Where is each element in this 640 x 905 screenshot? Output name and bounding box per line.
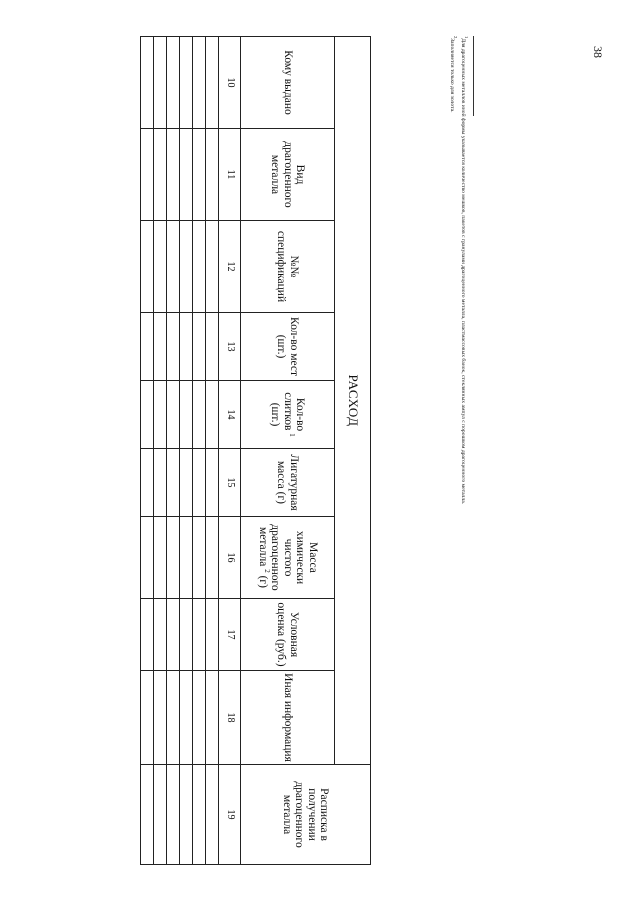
footnote-2: $^2$Заполняется только для золота. <box>449 36 459 113</box>
column-number: 16 <box>219 517 241 599</box>
table-cell <box>206 221 219 313</box>
table-cell <box>193 671 206 765</box>
table-cell <box>167 671 180 765</box>
table-cell <box>206 517 219 599</box>
table-cell <box>193 129 206 221</box>
table-cell <box>180 671 193 765</box>
column-header-places-count: Кол-во мест (шт.) <box>241 313 335 381</box>
table-cell <box>167 765 180 865</box>
footnote-mark-2: 2 <box>262 569 271 573</box>
table-cell <box>206 671 219 765</box>
expense-table <box>140 36 371 865</box>
table-row <box>206 37 219 865</box>
column-header-receipt: Расписка в получении драгоценного металла <box>241 765 371 865</box>
table-cell <box>154 671 167 765</box>
column-number: 18 <box>219 671 241 765</box>
table-cell <box>167 37 180 129</box>
column-number: 19 <box>219 765 241 865</box>
column-number-row <box>219 37 241 865</box>
table-cell <box>167 599 180 671</box>
table-cell <box>141 671 154 765</box>
table-cell <box>167 449 180 517</box>
table-cell <box>193 313 206 381</box>
table-cell <box>193 37 206 129</box>
table-cell <box>141 765 154 865</box>
column-header-ingots-count: Кол-во слитков $^1$ (шт.) <box>241 381 335 449</box>
column-number: 13 <box>219 313 241 381</box>
table-cell <box>154 599 167 671</box>
group-header-expense: РАСХОД <box>335 37 371 765</box>
table-cell <box>180 599 193 671</box>
table-cell <box>154 313 167 381</box>
table-cell <box>180 313 193 381</box>
table-cell <box>180 37 193 129</box>
table-cell <box>167 381 180 449</box>
table-cell <box>141 599 154 671</box>
column-number: 11 <box>219 129 241 221</box>
footnote-1: $^1$Для драгоценных металлов иной формы указывается количество мешков, пакетов с гранулами драгоценного металла, пластмассовых банок, стеклянных ампул с порошком драгоценного металла. <box>460 36 469 505</box>
table-cell <box>154 765 167 865</box>
table-cell <box>167 517 180 599</box>
table-cell <box>193 221 206 313</box>
table-cell <box>206 129 219 221</box>
table-cell <box>154 381 167 449</box>
table-cell <box>206 381 219 449</box>
table-cell <box>154 37 167 129</box>
table-row <box>141 37 154 865</box>
table-cell <box>193 517 206 599</box>
footnote-mark-1: 1 <box>287 433 296 437</box>
table-cell <box>180 129 193 221</box>
table-cell <box>141 517 154 599</box>
column-header-metal-type: Вид драгоценного металла <box>241 129 335 221</box>
table-cell <box>154 221 167 313</box>
column-number: 12 <box>219 221 241 313</box>
table-cell <box>180 221 193 313</box>
column-header-other-info: Иная информация <box>241 671 335 765</box>
column-number: 17 <box>219 599 241 671</box>
table-cell <box>193 449 206 517</box>
footnote-divider <box>473 36 474 116</box>
table-row <box>193 37 206 865</box>
table-cell <box>154 449 167 517</box>
table-cell <box>193 381 206 449</box>
table-cell <box>141 221 154 313</box>
table-cell <box>206 449 219 517</box>
table-cell <box>206 765 219 865</box>
column-header-ligature-mass: Лигатурная масса (г) <box>241 449 335 517</box>
table-row <box>154 37 167 865</box>
table-cell <box>141 449 154 517</box>
table-cell <box>167 221 180 313</box>
table-cell <box>206 37 219 129</box>
column-header-recipient: Кому выдано <box>241 37 335 129</box>
table-cell <box>141 381 154 449</box>
table-cell <box>141 129 154 221</box>
column-number: 15 <box>219 449 241 517</box>
table-cell <box>141 37 154 129</box>
column-number: 14 <box>219 381 241 449</box>
table-cell <box>154 517 167 599</box>
table-cell <box>167 129 180 221</box>
table-cell <box>180 517 193 599</box>
table-cell <box>167 313 180 381</box>
table-row <box>167 37 180 865</box>
table-cell <box>206 313 219 381</box>
table-cell <box>193 765 206 865</box>
table-cell <box>141 313 154 381</box>
table-cell <box>180 765 193 865</box>
column-header-valuation: Условная оценка (руб.) <box>241 599 335 671</box>
table-cell <box>206 599 219 671</box>
table-cell <box>154 129 167 221</box>
column-header-pure-metal-mass: Масса химически чистого драгоценного металла $^2$ (г) <box>241 517 335 599</box>
table-row <box>180 37 193 865</box>
table-cell <box>193 599 206 671</box>
column-number: 10 <box>219 37 241 129</box>
page-number: 38 <box>591 46 605 58</box>
column-header-specifications: №№ спецификаций <box>241 221 335 313</box>
table-cell <box>180 381 193 449</box>
table-cell <box>180 449 193 517</box>
footnotes <box>448 36 470 896</box>
